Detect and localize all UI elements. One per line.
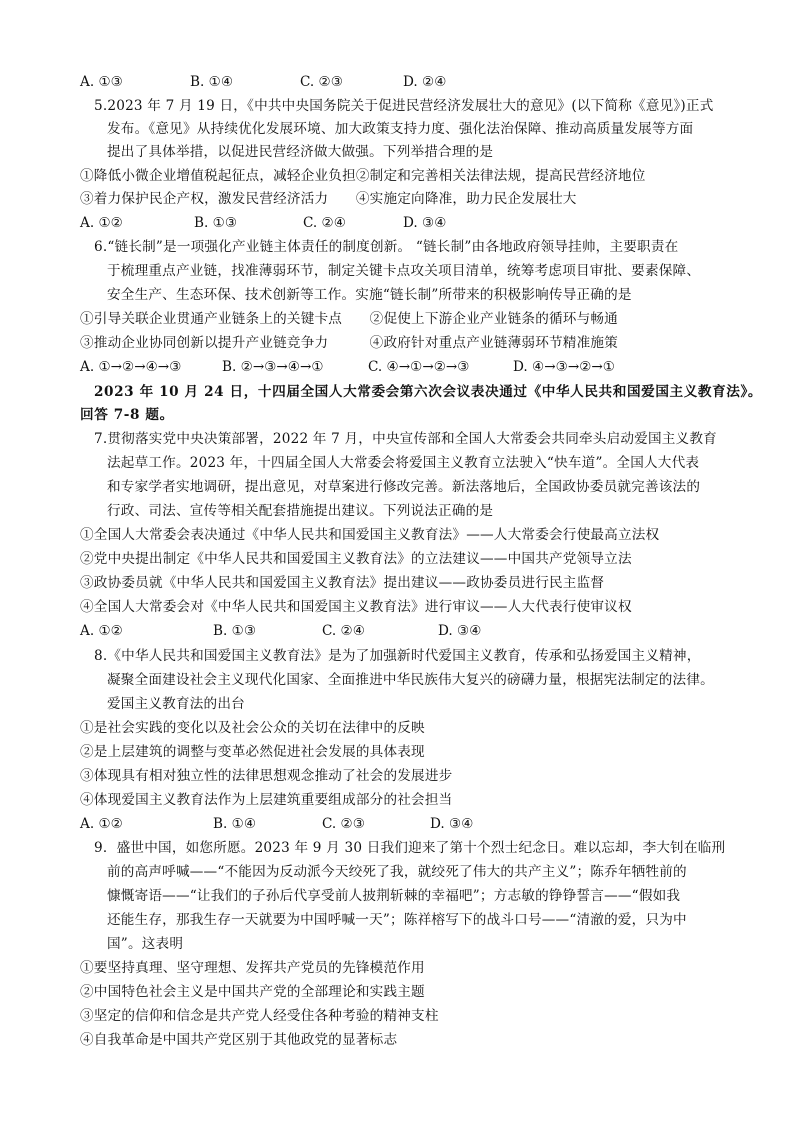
q5-stem-line-2: 发布。《意见》从持续优化发展环境、加大政策支持力度、强化法治保障、推动高质量发展等方面 [107,121,694,137]
q8-statement-1: ①是社会实践的变化以及社会公众的关切在法律中的反映 [80,720,425,736]
q5-option-c[interactable]: C. ②④ [303,215,346,231]
q7-option-c[interactable]: C. ②④ [322,623,365,639]
q8-statement-2: ②是上层建筑的调整与变革必然促进社会发展的具体表现 [80,744,425,760]
q8-stem-line-1: 8.《中华人民共和国爱国主义教育法》是为了加强新时代爱国主义教育，传承和弘扬爱国主义精神， [94,648,701,664]
q4-option-d[interactable]: D. ②④ [403,74,447,90]
q6-statements-1: ①引导关联企业贯通产业链条上的关键卡点 ②促使上下游企业产业链条的循环与畅通 [80,311,618,327]
q7-stem-line-1: 7.贯彻落实党中央决策部署，2022 年 7 月，中央宣传部和全国人大常委会共同牵头启动爱国主义教育 [94,431,717,447]
q9-stem-line-3: 慷慨寄语——“让我们的子孙后代享受前人披荆斩棘的幸福吧”；方志敏的铮铮誓言——“假如我 [107,888,681,904]
q8-option-a[interactable]: A. ①② [80,816,123,832]
q9-stem-line-5: 国”。这表明 [107,936,184,952]
q8-statement-3: ③体现具有相对独立性的法律思想观念推动了社会的发展进步 [80,768,453,784]
q8-statement-4: ④体现爱国主义教育法作为上层建筑重要组成部分的社会担当 [80,792,453,808]
q5-option-b[interactable]: B. ①③ [194,215,238,231]
q4-option-b[interactable]: B. ①④ [190,74,234,90]
q9-stem-line-1: 9．盛世中国，如您所愿。2023 年 9 月 30 日我们迎来了第十个烈士纪念日。难以忘却，李大钊在临刑 [94,840,726,856]
q6-option-c[interactable]: C. ④→①→②→③ [368,359,470,375]
q7-stem-line-4: 行政、司法、宣传等相关配套措施提出建议。下列说法正确的是 [107,503,494,519]
q7-stem-line-2: 法起草工作。2023 年，十四届全国人大常委会将爱国主义教育立法驶入“快车道”。全国人大代表 [107,455,700,471]
q9-statement-3: ③坚定的信仰和信念是共产党人经受住各种考验的精神支柱 [80,1008,439,1024]
q8-option-d[interactable]: D. ③④ [430,816,474,832]
q8-stem-line-3: 爱国主义教育法的出台 [107,696,245,712]
q8-option-c[interactable]: C. ②③ [322,816,365,832]
shared-stem-line-1: 2023 年 10 月 24 日，十四届全国人大常委会第六次会议表决通过《中华人民共和国爱国主义教育法》。 [94,384,763,400]
q8-stem-line-2: 凝聚全面建设社会主义现代化国家、全面推进中华民族伟大复兴的磅礴力量，根据宪法制定的法律。 [107,672,714,688]
q6-statements-2: ③推动企业协同创新以提升产业链竞争力 ④政府针对重点产业链薄弱环节精准施策 [80,335,618,351]
q7-statement-2: ②党中央提出制定《中华人民共和国爱国主义教育法》的立法建议——中国共产党领导立法 [80,551,632,567]
q5-statements-1: ①降低小微企业增值税起征点，减轻企业负担②制定和完善相关法律法规，提高民营经济地位 [80,168,646,184]
q6-option-a[interactable]: A. ①→②→④→③ [80,359,182,375]
q5-stem-line-1: 5.2023 年 7 月 19 日，《中共中央国务院关于促进民营经济发展壮大的意见》(以下简称《意见》)正式 [94,98,714,114]
q8-option-b[interactable]: B. ①④ [213,816,257,832]
q4-option-a[interactable]: A. ①③ [80,74,123,90]
q6-stem-line-1: 6.“链长制”是一项强化产业链主体责任的制度创新。 “链长制”由各地政府领导挂帅，主要职责在 [94,239,679,255]
q5-stem-line-3: 提出了具体举措，以促进民营经济做大做强。下列举措合理的是 [107,144,494,160]
q9-statement-2: ②中国特色社会主义是中国共产党的全部理论和实践主题 [80,984,425,1000]
q9-statement-1: ①要坚持真理、坚守理想、发挥共产党员的先锋模范作用 [80,960,425,976]
q6-stem-line-3: 安全生产、生态环保、技术创新等工作。实施“链长制”所带来的积极影响传导正确的是 [107,287,632,303]
q7-option-b[interactable]: B. ①③ [213,623,257,639]
q7-option-a[interactable]: A. ①② [80,623,123,639]
q6-option-d[interactable]: D. ④→③→②→① [513,359,615,375]
q5-statements-2: ③着力保护民企产权，激发民营经济活力 ④实施定向降准，助力民企发展壮大 [80,191,577,207]
q7-stem-line-3: 和专家学者实地调研，提出意见，对草案进行修改完善。新法落地后，全国政协委员就完善该法的 [107,479,701,495]
q9-stem-line-4: 还能生存，那我生存一天就要为中国呼喊一天”；陈祥榕写下的战斗口号——“清澈的爱，只为中 [107,912,687,928]
shared-stem-line-2: 回答 7-8 题。 [80,407,174,423]
q5-option-d[interactable]: D. ③④ [403,215,447,231]
q6-stem-line-2: 于梳理重点产业链，找准薄弱环节，制定关键卡点攻关项目清单，统筹考虑项目审批、要素保障、 [107,263,701,279]
q9-stem-line-2: 前的高声呼喊——“不能因为反动派今天绞死了我，就绞死了伟大的共产主义”；陈乔年牺牲前的 [107,864,687,880]
q7-option-d[interactable]: D. ③④ [438,623,482,639]
q9-statement-4: ④自我革命是中国共产党区别于其他政党的显著标志 [80,1032,398,1048]
q7-statement-3: ③政协委员就《中华人民共和国爱国主义教育法》提出建议——政协委员进行民主监督 [80,575,605,591]
q7-statement-1: ①全国人大常委会表决通过《中华人民共和国爱国主义教育法》——人大常委会行使最高立法权 [80,527,660,543]
q4-option-c[interactable]: C. ②③ [300,74,343,90]
q7-statement-4: ④全国人大常委会对《中华人民共和国爱国主义教育法》进行审议——人大代表行使审议权 [80,599,632,615]
q6-option-b[interactable]: B. ②→③→④→① [222,359,324,375]
q5-option-a[interactable]: A. ①② [80,215,123,231]
